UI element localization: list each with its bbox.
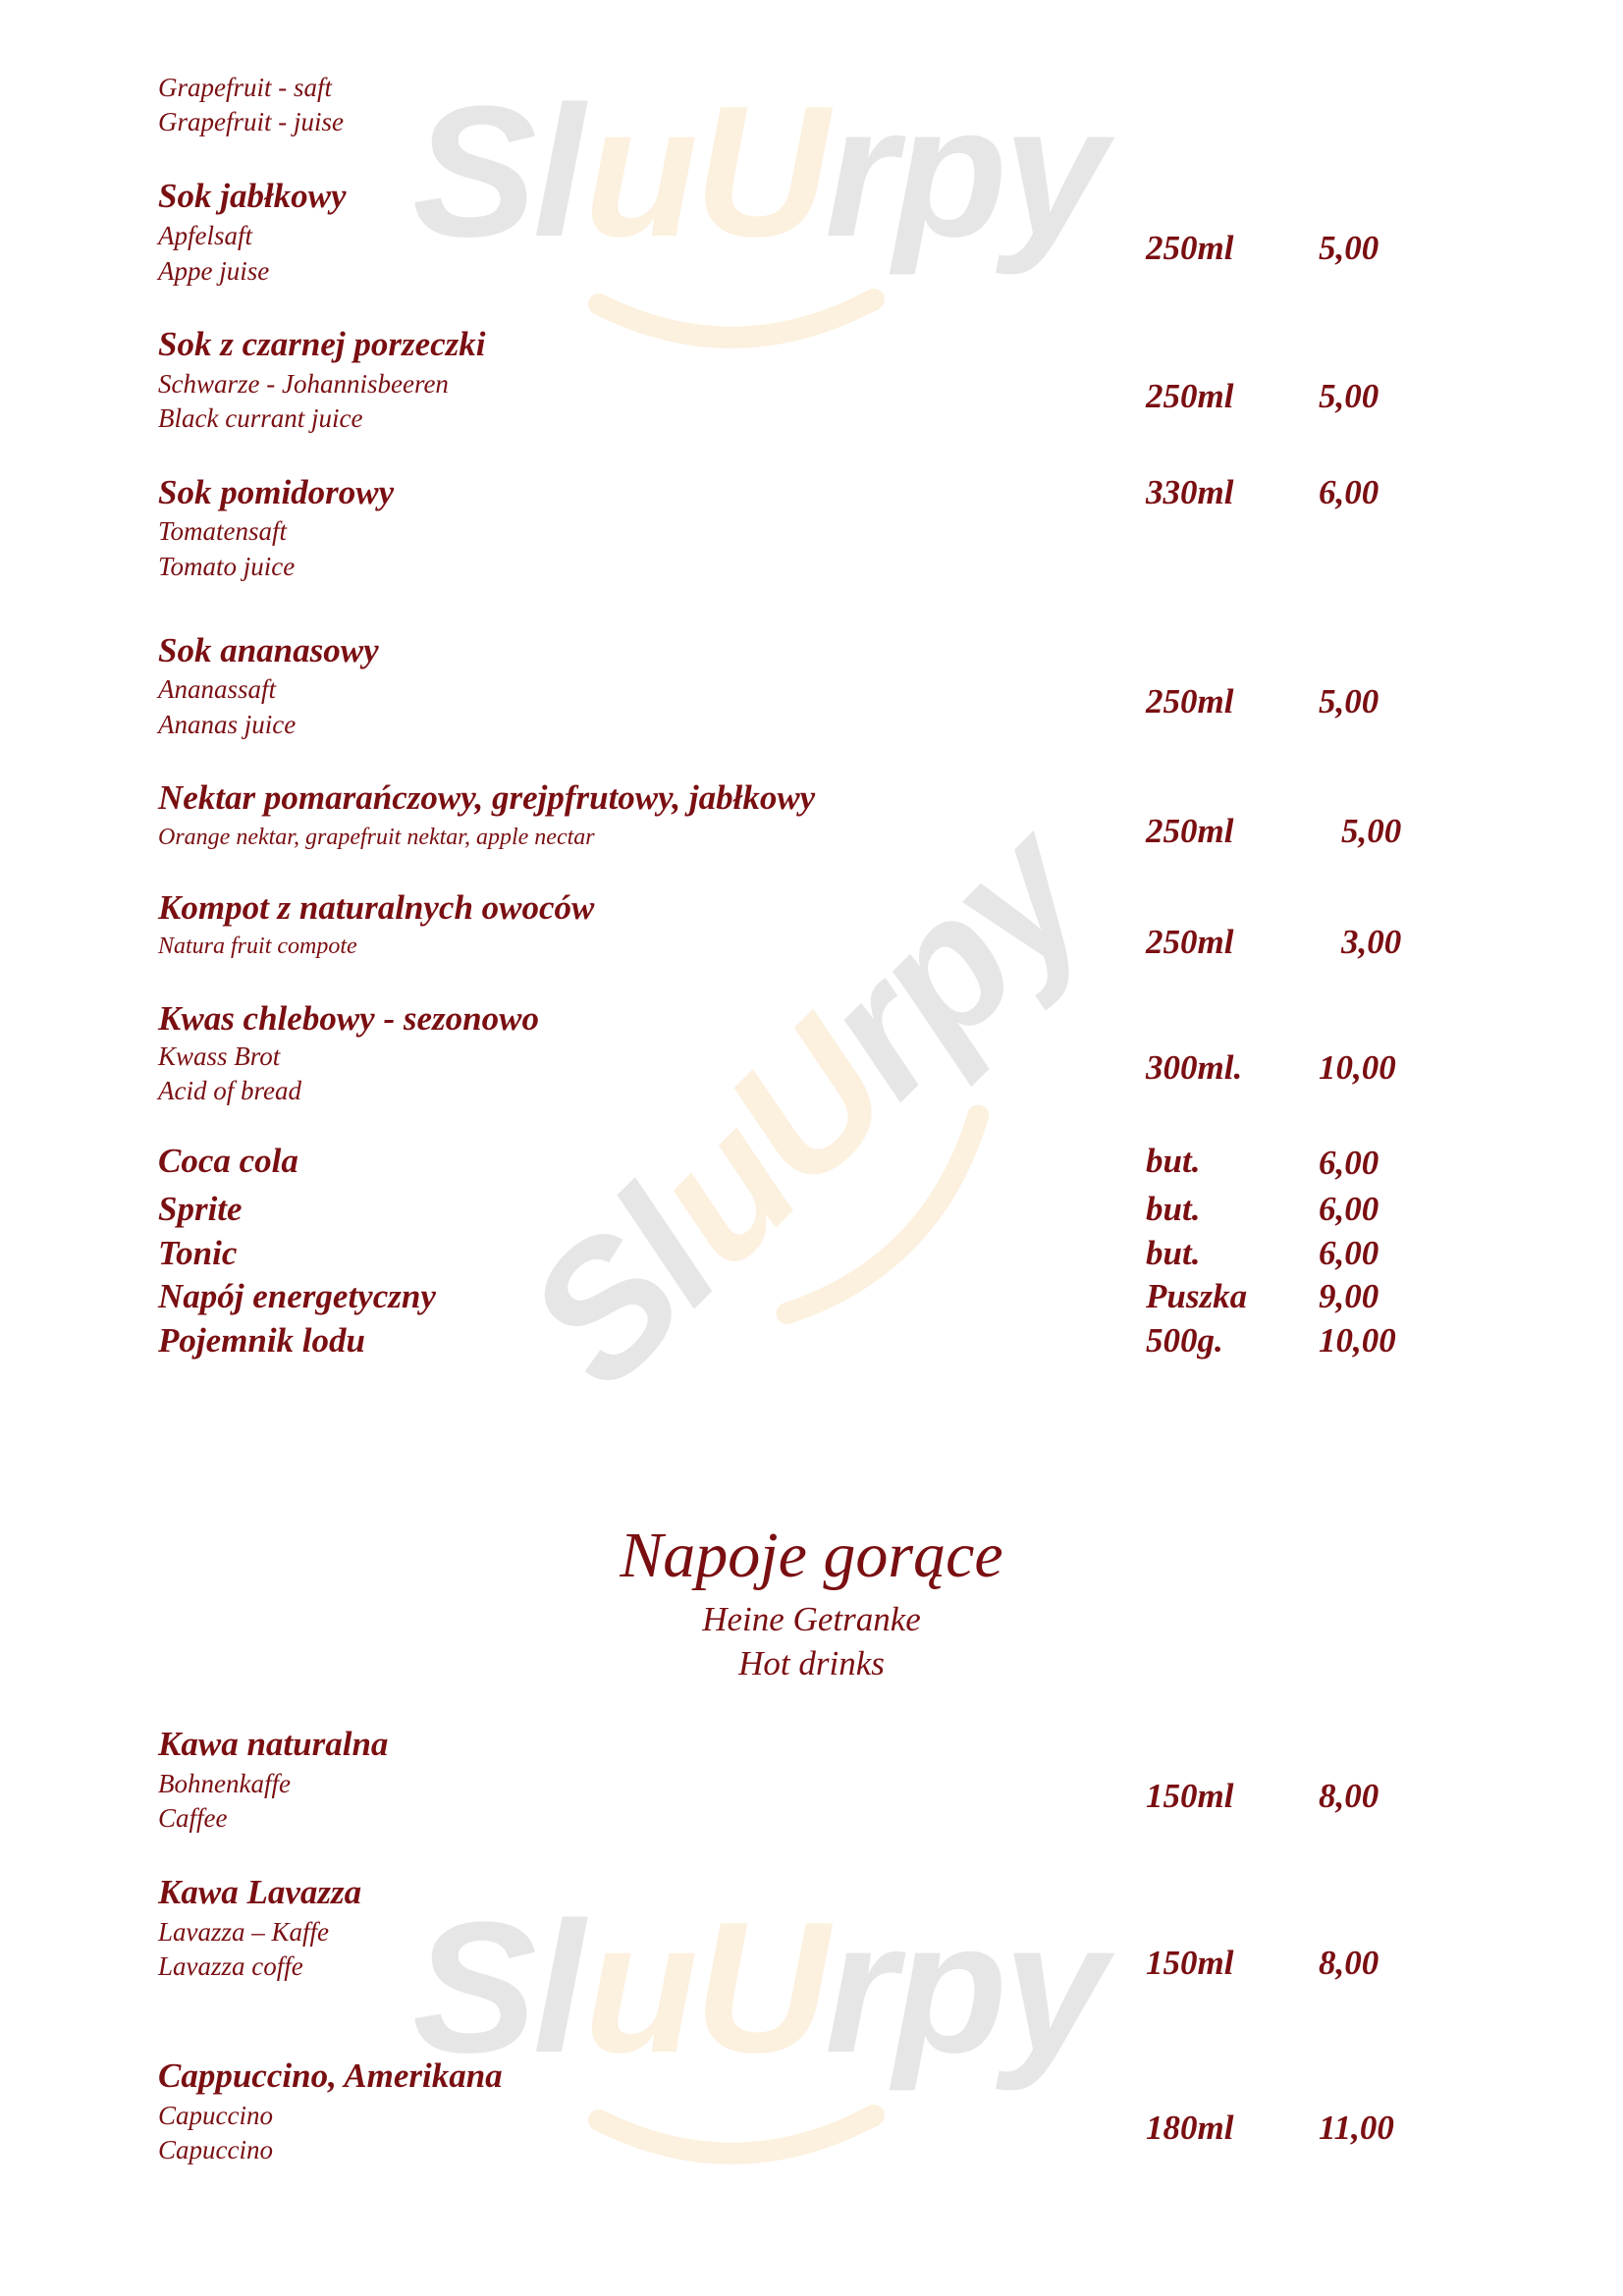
item-desc-de: Capuccino <box>158 2101 273 2130</box>
item-desc-de: Bohnenkaffe <box>158 1769 291 1798</box>
item-price: 5,00 <box>1319 682 1380 721</box>
item-price: 6,00 <box>1319 473 1380 511</box>
svg-text:rpy: rpy <box>825 68 1104 276</box>
item-quantity: 250ml <box>1146 682 1234 721</box>
svg-text:uU: uU <box>584 1884 826 2092</box>
item-name: Kawa Lavazza <box>158 1873 362 1911</box>
item-quantity: but. <box>1146 1234 1201 1272</box>
svg-text:Sl: Sl <box>487 1158 755 1425</box>
item-desc-en: Black currant juice <box>158 403 363 433</box>
item-name: Sok pomidorowy <box>158 473 395 511</box>
item-name: Tonic <box>158 1234 238 1272</box>
top-line-2: Grapefruit - juise <box>158 107 344 136</box>
item-desc-en: Natura fruit compote <box>158 934 357 959</box>
section-subtitle-de: Heine Getranke <box>702 1600 921 1638</box>
svg-text:uU: uU <box>584 68 826 276</box>
item-name: Coca cola <box>158 1142 298 1180</box>
watermark-middle <box>442 746 1188 1492</box>
item-price: 10,00 <box>1319 1321 1396 1360</box>
item-desc-de: Tomatensaft <box>158 516 288 546</box>
item-price: 6,00 <box>1319 1234 1380 1272</box>
svg-text:rpy: rpy <box>779 789 1124 1134</box>
section-subtitle-en: Hot drinks <box>738 1644 885 1682</box>
item-desc-en: Appe juise <box>158 256 270 286</box>
svg-text:rpy: rpy <box>825 1884 1104 2092</box>
item-name: Kwas chlebowy - sezonowo <box>158 999 539 1038</box>
item-desc-de: Lavazza – Kaffe <box>158 1917 330 1947</box>
watermark-logo-icon <box>412 49 1237 383</box>
watermark-logo-icon <box>442 746 1188 1492</box>
svg-text:Sl: Sl <box>412 1884 581 2092</box>
item-quantity: 250ml <box>1146 812 1234 850</box>
item-name: Nektar pomarańczowy, grejpfrutowy, jabłkowy <box>158 778 816 817</box>
item-name: Sok z czarnej porzeczki <box>158 325 486 363</box>
item-price: 3,00 <box>1341 923 1402 961</box>
item-price: 8,00 <box>1319 1944 1380 1982</box>
top-line-1: Grapefruit - saft <box>158 73 333 102</box>
item-price: 9,00 <box>1319 1277 1380 1315</box>
item-quantity: but. <box>1146 1190 1201 1228</box>
item-desc-de: Ananassaft <box>158 674 277 704</box>
watermark-top <box>412 49 1237 383</box>
item-price: 10,00 <box>1319 1048 1396 1087</box>
item-name: Napój energetyczny <box>158 1277 436 1315</box>
item-quantity: Puszka <box>1146 1277 1248 1315</box>
item-quantity: 250ml <box>1146 923 1234 961</box>
item-price: 8,00 <box>1319 1777 1380 1815</box>
watermark-bottom <box>412 1865 1237 2199</box>
item-desc-de: Apfelsaft <box>158 221 252 250</box>
item-name: Kawa naturalna <box>158 1725 389 1763</box>
item-quantity: 150ml <box>1146 1944 1234 1982</box>
item-desc-en: Acid of bread <box>158 1076 301 1105</box>
item-desc-en: Caffee <box>158 1803 228 1833</box>
item-desc-en: Orange nektar, grapefruit nektar, apple nectar <box>158 825 595 850</box>
item-desc-en: Tomato juice <box>158 552 296 581</box>
item-quantity: 180ml <box>1146 2109 1234 2147</box>
item-desc-de: Schwarze - Johannisbeeren <box>158 369 449 399</box>
item-desc-en: Ananas juice <box>158 710 297 739</box>
item-name: Kompot z naturalnych owoców <box>158 888 595 927</box>
item-name: Pojemnik lodu <box>158 1321 365 1360</box>
item-name: Sprite <box>158 1190 243 1228</box>
item-quantity: 330ml <box>1146 473 1234 511</box>
item-desc-en: Capuccino <box>158 2135 273 2164</box>
item-quantity: 300ml. <box>1146 1048 1243 1087</box>
item-quantity: 500g. <box>1146 1321 1223 1360</box>
item-quantity: 250ml <box>1146 229 1234 267</box>
item-quantity: 150ml <box>1146 1777 1234 1815</box>
svg-text:uU: uU <box>609 986 928 1305</box>
item-price: 5,00 <box>1341 812 1402 850</box>
watermark-logo-icon <box>412 1865 1237 2199</box>
item-price: 11,00 <box>1319 2109 1394 2147</box>
item-price: 6,00 <box>1319 1144 1380 1182</box>
item-name: Sok ananasowy <box>158 631 379 669</box>
item-quantity: but. <box>1146 1142 1201 1180</box>
item-quantity: 250ml <box>1146 377 1234 415</box>
item-desc-en: Lavazza coffe <box>158 1951 303 1981</box>
item-desc-de: Kwass Brot <box>158 1041 281 1071</box>
svg-text:Sl: Sl <box>412 68 581 276</box>
section-title: Napoje gorące <box>620 1520 1003 1591</box>
item-price: 6,00 <box>1319 1190 1380 1228</box>
item-price: 5,00 <box>1319 377 1380 415</box>
item-name: Sok jabłkowy <box>158 177 347 215</box>
item-price: 5,00 <box>1319 229 1380 267</box>
item-name: Cappuccino, Amerikana <box>158 2056 503 2095</box>
